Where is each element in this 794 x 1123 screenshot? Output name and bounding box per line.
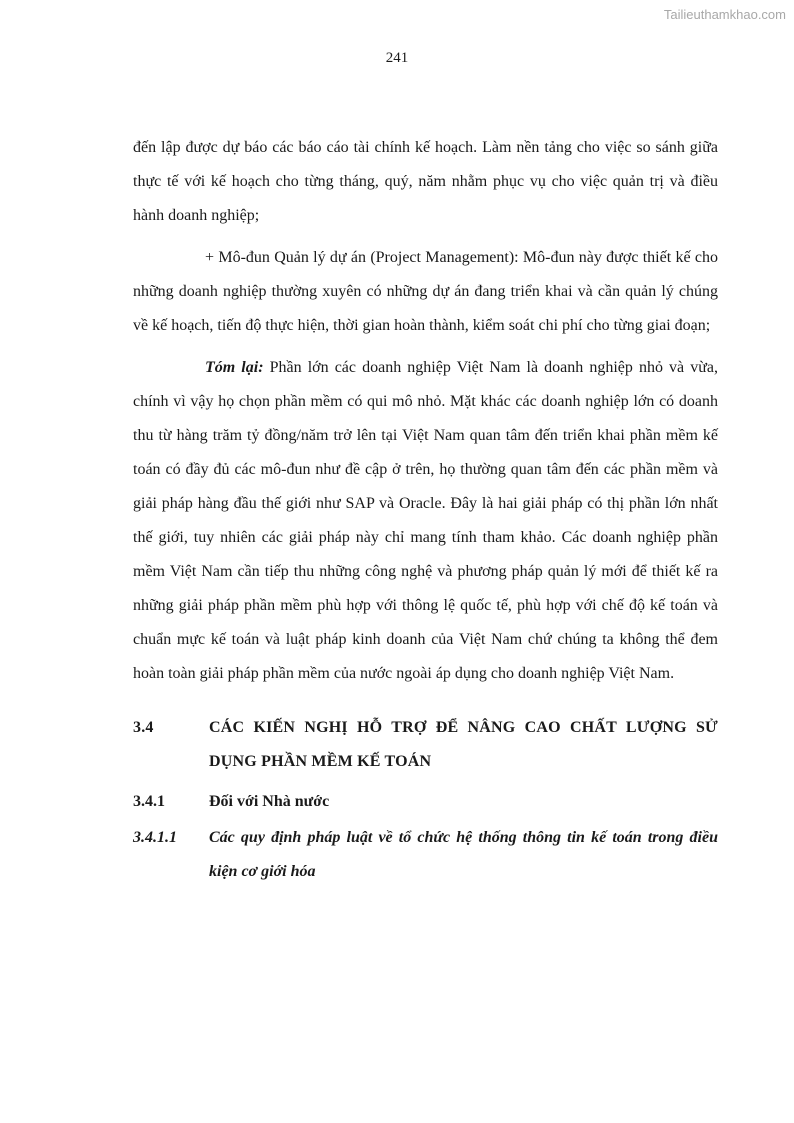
summary-label: Tóm lại: <box>205 359 264 376</box>
section-number: 3.4 <box>133 719 154 736</box>
summary-text: Phần lớn các doanh nghiệp Việt Nam là doanh nghiệp nhỏ và vừa, chính vì vậy họ chọn phần mềm có qui mô nhỏ. Mặt khác các doanh nghiệp lớn có doanh thu từ hàng trăm tỷ đồng/năm trở lên tại Việt Nam quan tâm đến triển khai phần mềm kế toán có đầy đủ các mô-đun như đề cập ở trên, họ thường quan tâm đến các phần mềm và giải pháp hàng đầu thế giới như SAP và Oracle. Đây là hai giải pháp có thị phần lớn nhất thế giới, tuy nhiên các giải pháp này chỉ mang tính tham khảo. Các doanh nghiệp phần mềm Việt Nam cần tiếp thu những công nghệ và phương pháp quản lý mới để thiết kế ra những giải pháp phần mềm phù hợp với thông lệ quốc tế, phù hợp với chế độ kế toán và chuẩn mực kế toán và luật pháp kinh doanh của Việt Nam chứ chúng ta không thể đem hoàn toàn giải pháp phần mềm của nước ngoài áp dụng cho doanh nghiệp Việt Nam. <box>133 359 719 682</box>
document-body <box>133 131 718 889</box>
paragraph-summary <box>133 351 718 691</box>
section-number: 3.4.1 <box>133 793 165 810</box>
section-heading-3-4-1-1 <box>133 821 718 889</box>
paragraph-project-management: + Mô-đun Quản lý dự án (Project Management): Mô-đun này được thiết kế cho những doanh nghiệp thường xuyên có những dự án đang triển khai và cần quản lý chúng về kế hoạch, tiến độ thực hiện, thời gian hoàn thành, kiểm soát chi phí cho từng giai đoạn; <box>133 249 718 334</box>
section-title: Các quy định pháp luật về tổ chức hệ thống thông tin kế toán trong điều kiện cơ giới hóa <box>209 829 718 880</box>
section-heading-3-4 <box>133 711 718 779</box>
section-title: CÁC KIẾN NGHỊ HỖ TRỢ ĐỂ NÂNG CAO CHẤT LƯỢNG SỬ DỤNG PHẦN MỀM KẾ TOÁN <box>209 719 718 770</box>
section-title: Đối với Nhà nước <box>209 793 330 810</box>
page-number: 241 <box>385 50 409 66</box>
watermark: Tailieuthamkhao.com <box>663 7 786 22</box>
section-heading-3-4-1 <box>133 785 718 819</box>
section-number: 3.4.1.1 <box>133 829 177 846</box>
paragraph-financial-planning: đến lập được dự báo các báo cáo tài chính kế hoạch. Làm nền tảng cho việc so sánh giữa thực tế với kế hoạch cho từng tháng, quý, năm nhằm phục vụ cho việc quản trị và điều hành doanh nghiệp; <box>133 139 718 224</box>
